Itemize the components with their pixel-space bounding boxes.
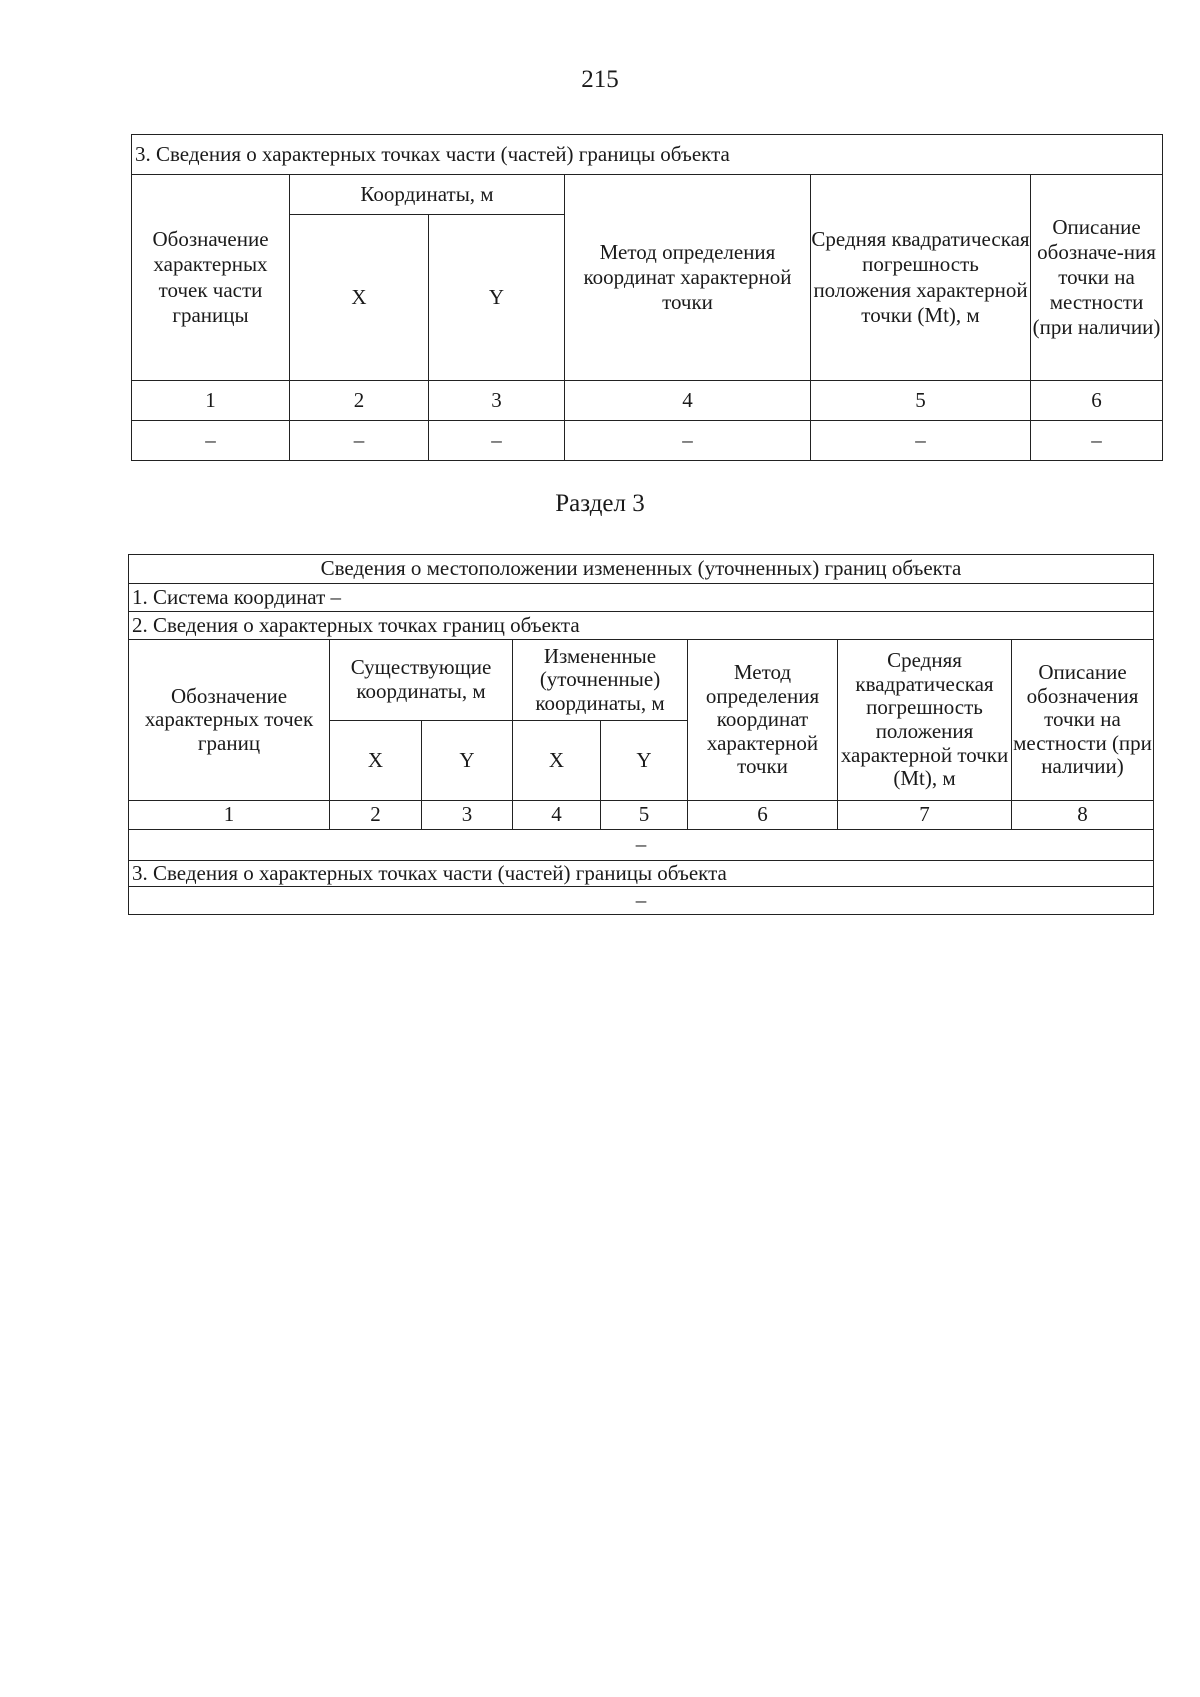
header-coordinates: Координаты, м bbox=[290, 175, 565, 215]
column-number: 2 bbox=[330, 801, 422, 830]
column-number: 4 bbox=[513, 801, 601, 830]
column-number: 8 bbox=[1012, 801, 1154, 830]
header-designation: Обозначение характерных точек части границы bbox=[132, 175, 290, 381]
table-cell: – bbox=[811, 421, 1031, 461]
parts-heading: 3. Сведения о характерных точках части (частей) границы объекта bbox=[129, 861, 1154, 887]
header-description: Описание обозначения точки на местности (при наличии) bbox=[1012, 640, 1154, 801]
table-caption: 3. Сведения о характерных точках части (частей) границы объекта bbox=[132, 135, 1163, 175]
header-existing-y: Y bbox=[422, 721, 513, 801]
column-number: 5 bbox=[811, 381, 1031, 421]
column-number: 1 bbox=[129, 801, 330, 830]
points-heading: 2. Сведения о характерных точках границ объекта bbox=[129, 612, 1154, 640]
column-number: 1 bbox=[132, 381, 290, 421]
header-description: Описание обозначе-ния точки на местности (при наличии) bbox=[1031, 175, 1163, 381]
header-changed-x: X bbox=[513, 721, 601, 801]
column-number: 6 bbox=[688, 801, 838, 830]
header-designation: Обозначение характерных точек границ bbox=[129, 640, 330, 801]
table-cell: – bbox=[290, 421, 429, 461]
table-cell: – bbox=[1031, 421, 1163, 461]
header-existing-coordinates: Существующие координаты, м bbox=[330, 640, 513, 721]
header-y: Y bbox=[429, 215, 565, 381]
parts-empty-row: – bbox=[129, 887, 1154, 915]
table-cell: – bbox=[132, 421, 290, 461]
empty-row: – bbox=[129, 830, 1154, 861]
table-cell: – bbox=[565, 421, 811, 461]
header-changed-coordinates: Измененные (уточненные) координаты, м bbox=[513, 640, 688, 721]
header-method: Метод определения координат характерной точки bbox=[688, 640, 838, 801]
header-error: Средняя квадратическая погрешность положения характерной точки (Mt), м bbox=[838, 640, 1012, 801]
header-changed-y: Y bbox=[601, 721, 688, 801]
part-points-table bbox=[131, 134, 1163, 461]
table-row bbox=[132, 421, 1163, 461]
header-method: Метод определения координат характерной точки bbox=[565, 175, 811, 381]
column-number: 3 bbox=[422, 801, 513, 830]
table-title: Сведения о местоположении измененных (уточненных) границ объекта bbox=[129, 555, 1154, 584]
column-number: 3 bbox=[429, 381, 565, 421]
table-cell: – bbox=[429, 421, 565, 461]
column-number: 5 bbox=[601, 801, 688, 830]
page-number: 215 bbox=[581, 66, 619, 93]
column-number: 4 bbox=[565, 381, 811, 421]
column-number: 7 bbox=[838, 801, 1012, 830]
column-number: 2 bbox=[290, 381, 429, 421]
section-title: Раздел 3 bbox=[555, 490, 645, 517]
header-existing-x: X bbox=[330, 721, 422, 801]
coordinate-system: 1. Система координат – bbox=[129, 584, 1154, 612]
changed-boundaries-table bbox=[128, 554, 1154, 915]
column-number: 6 bbox=[1031, 381, 1163, 421]
header-error: Средняя квадратическая погрешность положения характерной точки (Mt), м bbox=[811, 175, 1031, 381]
header-x: X bbox=[290, 215, 429, 381]
